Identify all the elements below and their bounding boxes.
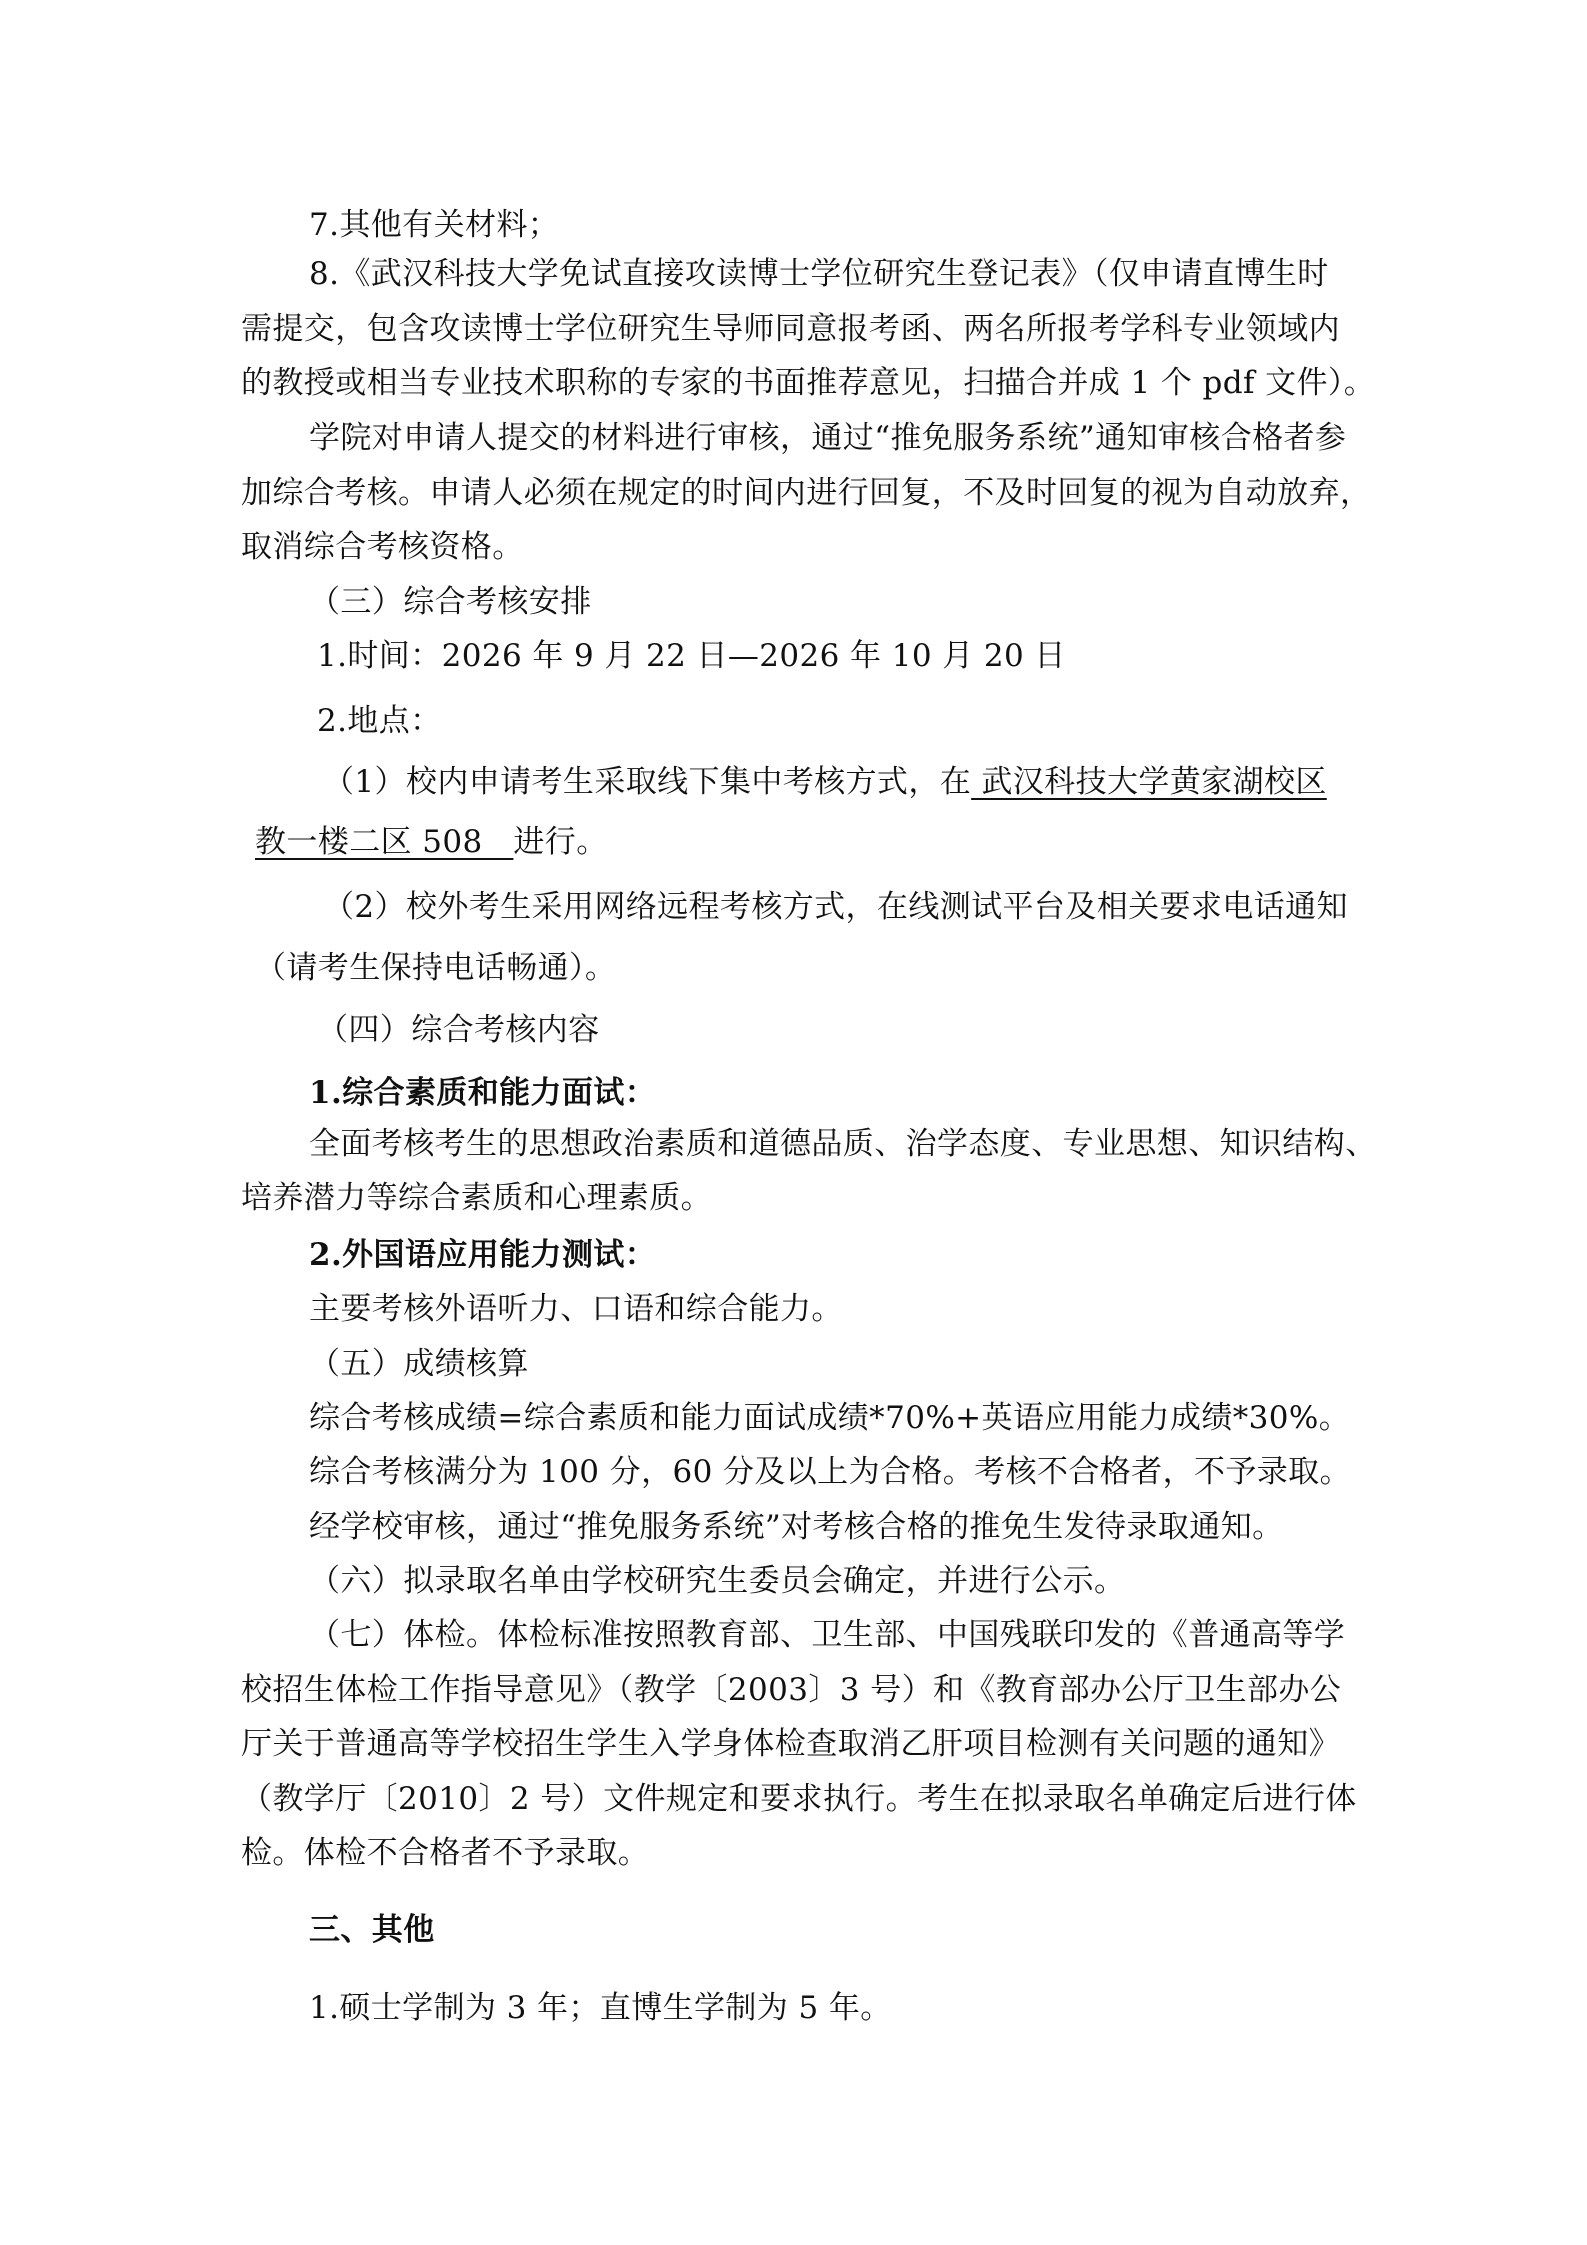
paragraph-line	[323, 762, 1327, 802]
underlined-location: 武汉科技大学黄家湖校区	[971, 764, 1327, 800]
section-heading: （三）综合考核安排	[309, 584, 592, 620]
paragraph-line: （2）校外考生采用网络远程考核方式，在线测试平台及相关要求电话通知	[323, 889, 1348, 925]
paragraph-line: 8.《武汉科技大学免试直接攻读博士学位研究生登记表》（仅申请直博生时	[309, 256, 1329, 292]
paragraph-line: 厅关于普通高等学校招生学生入学身体检查取消乙肝项目检测有关问题的通知》	[241, 1726, 1340, 1762]
chapter-heading: 三、其他	[309, 1912, 435, 1948]
paragraph-line: 主要考核外语听力、口语和综合能力。	[309, 1291, 843, 1327]
paragraph-line: （六）拟录取名单由学校研究生委员会确定，并进行公示。	[309, 1563, 1126, 1599]
paragraph-line: 加综合考核。申请人必须在规定的时间内进行回复，不及时回复的视为自动放弃，	[241, 475, 1372, 511]
paragraph-line: （七）体检。体检标准按照教育部、卫生部、中国残联印发的《普通高等学	[309, 1617, 1346, 1653]
paragraph-line: 全面考核考生的思想政治素质和道德品质、治学态度、专业思想、知识结构、	[309, 1126, 1377, 1162]
paragraph-line: 1.硕士学制为 3 年；直博生学制为 5 年。	[309, 1990, 892, 2026]
paragraph-line: 1.时间：2026 年 9 月 22 日—2026 年 10 月 20 日	[317, 638, 1066, 674]
line-text: 进行。	[513, 824, 608, 860]
paragraph-line: 校招生体检工作指导意见》（教学〔2003〕3 号）和《教育部办公厅卫生部办公	[241, 1672, 1342, 1708]
paragraph-line: 综合考核成绩=综合素质和能力面试成绩*70%+英语应用能力成绩*30%。	[309, 1400, 1351, 1436]
subsection-heading: 1.综合素质和能力面试：	[309, 1075, 657, 1111]
paragraph-line	[255, 822, 608, 862]
paragraph-line: 经学校审核，通过“推免服务系统”对考核合格的推免生发待录取通知。	[309, 1509, 1284, 1545]
section-heading: （四）综合考核内容	[317, 1012, 600, 1048]
underlined-location: 教一楼二区 508	[255, 824, 514, 860]
paragraph-line: （教学厅〔2010〕2 号）文件规定和要求执行。考生在拟录取名单确定后进行体	[241, 1781, 1357, 1817]
section-heading: （五）成绩核算	[309, 1346, 529, 1382]
paragraph-line: 7.其他有关材料；	[309, 207, 560, 243]
paragraph-line: 的教授或相当专业技术职称的专家的书面推荐意见，扫描合并成 1 个 pdf 文件）。	[241, 365, 1376, 401]
paragraph-line: 学院对申请人提交的材料进行审核，通过“推免服务系统”通知审核合格者参	[309, 420, 1347, 456]
subsection-heading: 2.外国语应用能力测试：	[309, 1237, 657, 1273]
paragraph-line: 需提交，包含攻读博士学位研究生导师同意报考函、两名所报考学科专业领域内	[241, 311, 1340, 347]
paragraph-line: 培养潜力等综合素质和心理素质。	[241, 1180, 712, 1216]
paragraph-line: 检。体检不合格者不予录取。	[241, 1835, 650, 1871]
paragraph-line: 取消综合考核资格。	[241, 529, 524, 565]
paragraph-line: 2.地点：	[317, 703, 442, 739]
line-text: （1）校内申请考生采取线下集中考核方式，在	[323, 764, 972, 800]
paragraph-line: 综合考核满分为 100 分，60 分及以上为合格。考核不合格者，不予录取。	[309, 1454, 1351, 1490]
paragraph-line: （请考生保持电话畅通）。	[255, 950, 617, 986]
